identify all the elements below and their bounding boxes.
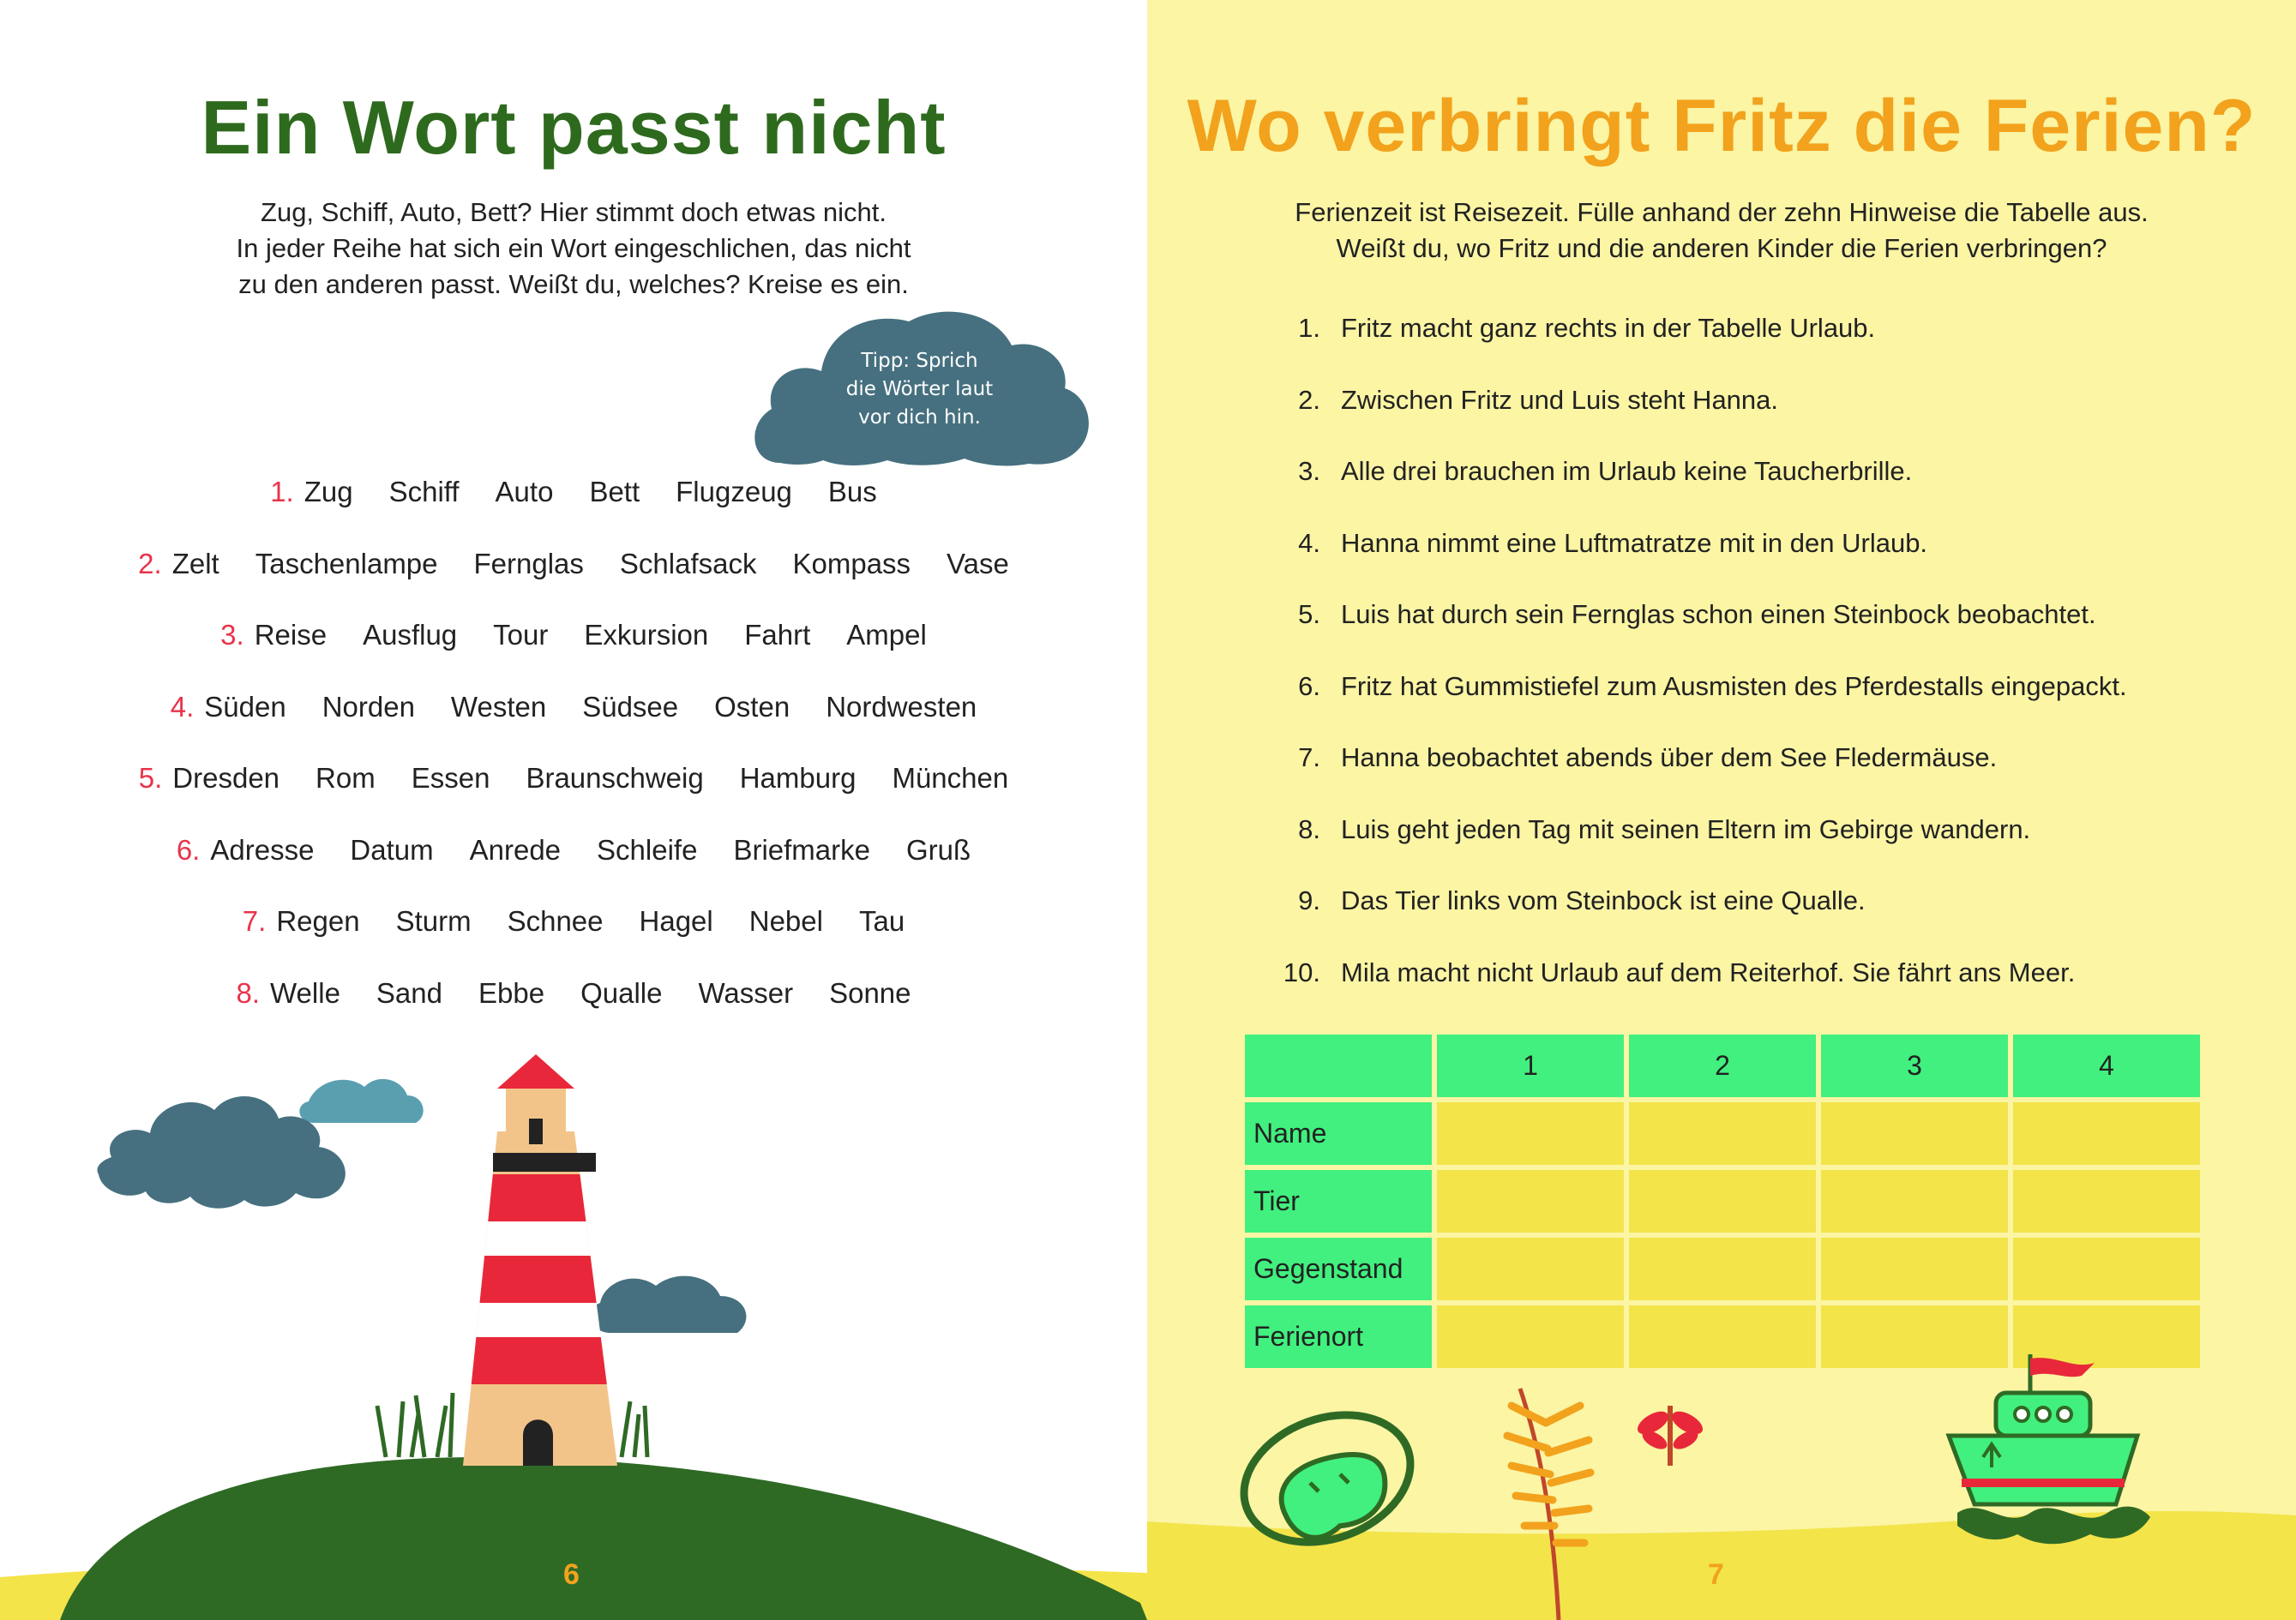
word[interactable]: Dresden — [172, 762, 280, 794]
table-row — [1245, 1238, 2200, 1300]
clue-number: 9. — [1298, 885, 1320, 915]
clue-text: Alle drei brauchen im Urlaub keine Taucherbrille. — [1341, 456, 1913, 486]
answer-cell[interactable] — [1437, 1238, 1624, 1300]
clue-number: 1. — [1298, 313, 1320, 343]
word[interactable]: Nebel — [748, 905, 823, 937]
tip-cloud — [746, 304, 1093, 467]
word[interactable]: Sturm — [395, 905, 472, 937]
word-row — [0, 476, 1147, 548]
word[interactable]: Auto — [495, 476, 554, 507]
row-number: 1. — [270, 476, 294, 507]
right-page-title: Wo verbringt Fritz die Ferien? — [1187, 85, 2257, 167]
row-number: 8. — [236, 976, 260, 1009]
left-page — [0, 0, 1147, 1620]
word-row — [0, 762, 1147, 834]
word[interactable]: Nordwesten — [826, 690, 977, 723]
column-header: 4 — [2013, 1035, 2200, 1097]
answer-cell[interactable] — [1629, 1170, 1816, 1233]
answer-cell[interactable] — [1629, 1102, 1816, 1165]
clue-item — [1267, 885, 2279, 957]
word[interactable]: Datum — [350, 833, 434, 866]
clue-list — [1267, 313, 2279, 1029]
clue-text: Zwischen Fritz und Luis steht Hanna. — [1341, 384, 1779, 415]
word[interactable]: München — [892, 762, 1009, 794]
answer-cell[interactable] — [1437, 1170, 1624, 1233]
clue-number: 4. — [1298, 527, 1320, 558]
column-header: 2 — [1629, 1035, 1816, 1097]
clue-item — [1267, 456, 2279, 528]
answer-cell[interactable] — [1629, 1238, 1816, 1300]
word[interactable]: Rom — [316, 762, 376, 794]
column-header: 1 — [1437, 1035, 1624, 1097]
row-number: 2. — [138, 547, 162, 579]
word[interactable]: Bett — [589, 476, 640, 507]
intro-line: Zug, Schiff, Auto, Bett? Hier stimmt doch etwas nicht. — [261, 197, 887, 227]
clue-text: Luis geht jeden Tag mit seinen Eltern im Gebirge wandern. — [1341, 813, 2031, 844]
clue-number: 7. — [1298, 742, 1320, 772]
word-row — [0, 548, 1147, 620]
clue-number: 8. — [1298, 813, 1320, 844]
row-number: 5. — [138, 762, 163, 794]
tip-line: Tipp: Sprich — [861, 350, 978, 372]
answer-cell[interactable] — [1437, 1102, 1624, 1165]
word[interactable]: Ebbe — [478, 976, 545, 1009]
word[interactable]: Osten — [714, 690, 790, 723]
word[interactable]: Tau — [858, 905, 905, 937]
word[interactable]: Ausflug — [363, 619, 458, 651]
clue-item — [1267, 385, 2279, 457]
word[interactable]: Sonne — [829, 976, 911, 1009]
clue-text: Hanna nimmt eine Luftmatratze mit in den Urlaub. — [1341, 527, 1928, 558]
clue-item — [1267, 742, 2279, 814]
clue-text: Fritz hat Gummistiefel zum Ausmisten des Pferdestalls eingepackt. — [1341, 670, 2127, 701]
clue-number: 5. — [1298, 599, 1320, 629]
word[interactable]: Schiff — [388, 476, 460, 507]
intro-line: Ferienzeit ist Reisezeit. Fülle anhand der zehn Hinweise die Tabelle aus. — [1295, 197, 2149, 227]
table-header-row — [1245, 1035, 2200, 1097]
word[interactable]: Essen — [411, 762, 490, 794]
word[interactable]: Hamburg — [739, 762, 856, 794]
clue-text: Fritz macht ganz rechts in der Tabelle Urlaub. — [1341, 313, 1876, 343]
word[interactable]: Ampel — [846, 619, 927, 651]
left-page-title: Ein Wort passt nicht — [201, 85, 947, 170]
word[interactable]: Exkursion — [584, 619, 709, 651]
word[interactable]: Taschenlampe — [255, 547, 438, 579]
intro-line: Weißt du, wo Fritz und die anderen Kinder die Ferien verbringen? — [1336, 233, 2107, 263]
word[interactable]: Welle — [270, 976, 340, 1009]
word[interactable]: Zug — [304, 476, 353, 507]
word[interactable]: Kompass — [792, 547, 911, 579]
word[interactable]: Tour — [493, 619, 549, 651]
ship-icon — [1949, 1354, 2150, 1544]
word[interactable]: Norden — [322, 690, 415, 723]
word[interactable]: Briefmarke — [733, 833, 870, 866]
word[interactable]: Flugzeug — [676, 476, 792, 507]
clue-text: Mila macht nicht Urlaub auf dem Reiterhof. Sie fährt ans Meer. — [1341, 957, 2076, 987]
word[interactable]: Anrede — [469, 833, 562, 866]
answer-cell[interactable] — [1821, 1170, 2008, 1233]
word[interactable]: Sand — [376, 976, 442, 1009]
answer-cell[interactable] — [2013, 1102, 2200, 1165]
word-row — [0, 977, 1147, 1049]
lighthouse-scene-illustration — [0, 1054, 1147, 1620]
word[interactable]: Reise — [254, 619, 328, 651]
word[interactable]: Fernglas — [473, 547, 584, 579]
clue-item — [1267, 957, 2279, 1029]
intro-line: zu den anderen passt. Weißt du, welches? Kreise es ein. — [238, 269, 909, 299]
word[interactable]: Fahrt — [744, 619, 811, 651]
row-label: Gegenstand — [1245, 1238, 1432, 1300]
table-row — [1245, 1102, 2200, 1165]
clue-number: 2. — [1298, 384, 1320, 415]
table-corner-cell — [1245, 1035, 1432, 1097]
word[interactable]: Qualle — [580, 976, 663, 1009]
row-number: 4. — [170, 690, 195, 723]
word[interactable]: Westen — [450, 690, 547, 723]
answer-cell[interactable] — [1821, 1238, 2008, 1300]
clue-item — [1267, 814, 2279, 886]
word[interactable]: Zelt — [171, 547, 219, 579]
word[interactable]: Gruß — [906, 833, 971, 866]
row-label: Ferienort — [1245, 1305, 1432, 1368]
word[interactable]: Hagel — [639, 905, 713, 937]
page-number: 7 — [1708, 1558, 1724, 1591]
word[interactable]: Schlafsack — [619, 547, 757, 579]
word-row — [0, 619, 1147, 691]
clue-number: 10. — [1283, 957, 1320, 987]
clue-item — [1267, 599, 2279, 671]
table-row — [1245, 1170, 2200, 1233]
row-label: Tier — [1245, 1170, 1432, 1233]
word-row — [0, 834, 1147, 906]
answer-cell[interactable] — [1821, 1102, 2008, 1165]
intro-line: In jeder Reihe hat sich ein Wort eingeschlichen, das nicht — [236, 233, 911, 263]
left-intro — [145, 195, 1002, 303]
tip-line: vor dich hin. — [858, 406, 981, 429]
dragonfly-icon — [1634, 1406, 1707, 1466]
right-page — [1147, 0, 2296, 1620]
lighthouse-icon — [446, 1054, 634, 1466]
word[interactable]: Süden — [204, 690, 286, 723]
clue-number: 3. — [1298, 456, 1320, 486]
clue-number: 6. — [1298, 670, 1320, 701]
word[interactable]: Südsee — [582, 690, 679, 723]
row-number: 3. — [220, 619, 244, 651]
word[interactable]: Schnee — [507, 905, 604, 937]
word[interactable]: Braunschweig — [526, 762, 704, 794]
answer-cell[interactable] — [2013, 1170, 2200, 1233]
row-number: 7. — [242, 905, 267, 937]
word[interactable]: Wasser — [698, 976, 794, 1009]
column-header: 3 — [1821, 1035, 2008, 1097]
puzzle-table — [1240, 1029, 2205, 1373]
clue-item — [1267, 313, 2279, 385]
word-rows — [0, 476, 1147, 1048]
word[interactable]: Bus — [827, 476, 877, 507]
grass-hill — [60, 1457, 1147, 1620]
word[interactable]: Schleife — [597, 833, 698, 866]
clue-item — [1267, 528, 2279, 600]
clue-text: Das Tier links vom Steinbock ist eine Qualle. — [1341, 885, 1866, 915]
word[interactable]: Regen — [276, 905, 360, 937]
clue-item — [1267, 671, 2279, 743]
page-number: 6 — [563, 1558, 580, 1591]
right-intro — [1199, 195, 2245, 267]
answer-cell[interactable] — [2013, 1238, 2200, 1300]
row-label: Name — [1245, 1102, 1432, 1165]
tip-text — [827, 347, 1012, 432]
tip-line: die Wörter laut — [845, 378, 994, 400]
clue-text: Luis hat durch sein Fernglas schon einen Steinbock beobachtet. — [1341, 599, 2096, 629]
word-row — [0, 691, 1147, 763]
word-row — [0, 905, 1147, 977]
clue-text: Hanna beobachtet abends über dem See Fledermäuse. — [1341, 742, 1998, 772]
clouds-icon — [97, 1079, 746, 1333]
word[interactable]: Vase — [947, 547, 1009, 579]
row-number: 6. — [176, 833, 201, 866]
word[interactable]: Adresse — [210, 833, 315, 866]
